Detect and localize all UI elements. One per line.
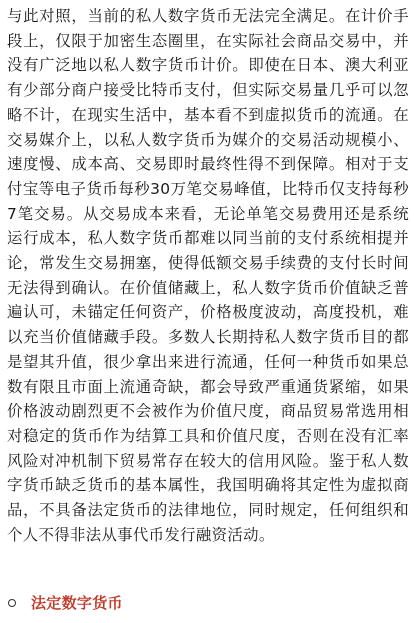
article-body	[7, 4, 409, 547]
section-title: 法定数字货币	[31, 594, 123, 612]
article-paragraph: 与此对照，当前的私人数字货币无法完全满足。在计价手段上，仅限于加密生态圈里，在实际社会商品交易中，并没有广泛地以私人数字货币计价。即使在日本、澳大利亚有少部分商户接受比特币支付，但实际交易量几乎可以忽略不计，在现实生活中，基本看不到虚拟货币的流通。在交易媒介上，以私人数字货币为媒介的交易活动规模小、速度慢、成本高、交易即时最终性得不到保障。相对于支付宝等电子货币每秒30万笔交易峰值，比特币仅支持每秒7笔交易。从交易成本来看，无论单笔交易费用还是系统运行成本，私人数字货币都难以同当前的支付系统相提并论，常发生交易拥塞，使得低额交易手续费的支付长时间无法得到确认。在价值储藏上，私人数字货币价值缺乏普遍认可，未锚定任何资产，价格极度波动，高度投机，难以充当价值储藏手段。多数人长期持私人数字货币目的都是望其升值，很少拿出来进行流通，任何一种货币如果总数有限且市面上流通奇缺，都会导致严重通货紧缩，如果价格波动剧烈更不会被作为价值尺度，商品贸易常选用相对稳定的货币作为结算工具和价值尺度，否则在没有汇率风险对冲机制下贸易常存在较大的信用风险。鉴于私人数字货币缺乏货币的基本属性，我国明确将其定性为虚拟商品，不具备法定货币的法律地位，同时规定，任何组织和个人不得非法从事代币发行融资活动。	[7, 7, 409, 544]
section-heading	[8, 592, 123, 613]
hollow-circle-icon	[8, 599, 16, 607]
